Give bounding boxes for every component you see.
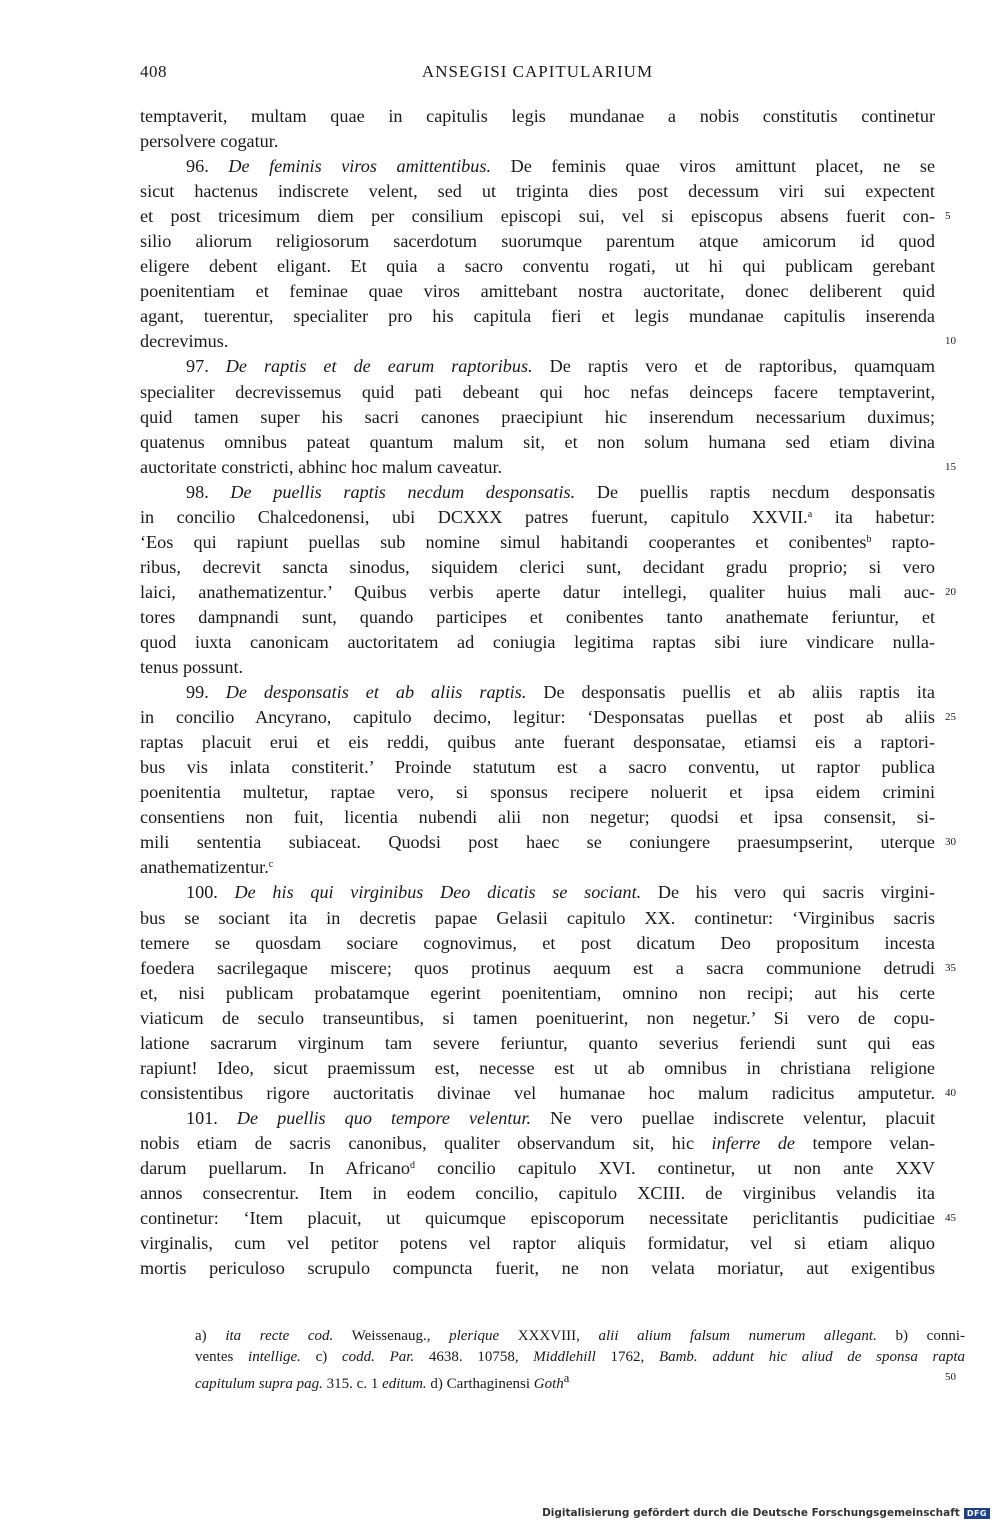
line-text: poenitentia multetur, raptae vero, si sponsus recipere noluerit et ipsa eidem crimini (140, 782, 935, 803)
footnote-text: b) conni- (876, 1328, 965, 1344)
line-text: mili sententia subiaceat. Quodsi post haec se coniungere praesumpserint, uterque (140, 832, 935, 853)
chapter-heading: De raptis et de earum raptoribus. (225, 356, 533, 377)
chapter-number: 99. (186, 682, 226, 703)
line-number: 35 (945, 961, 956, 974)
text-line (140, 1031, 935, 1056)
line-text: De raptis vero et de raptoribus, quamquam (532, 356, 936, 377)
line-text: silio aliorum religiosorum sacerdotum suorumque parentum atque amicorum id quod (140, 231, 935, 252)
text-line (140, 380, 935, 405)
text-line (140, 1231, 935, 1256)
line-text: laici, anathematizentur.’ Quibus verbis aperte datur intellegi, qualiter huius mali auc- (140, 581, 935, 602)
text-line (140, 204, 935, 229)
text-line (140, 430, 935, 455)
footnotes (195, 1326, 965, 1395)
line-text: et, nisi publicam probatamque egerint poenitentiam, omnino non recipi; aut his certe (140, 982, 935, 1003)
line-text: specialiter decrevissemus quid pati debeant qui hoc nefas deinceps facere temptaverint, (140, 381, 935, 402)
text-line (140, 780, 935, 805)
text-line (140, 279, 935, 304)
text-line (140, 1081, 935, 1106)
italic-text: inferre de (711, 1132, 795, 1153)
footnote-marker: d (410, 1159, 415, 1171)
text-line (140, 1106, 935, 1131)
text-line (140, 655, 935, 680)
footnote-italic: ita recte cod. (225, 1328, 334, 1344)
chapter-heading: De his qui virginibus Deo dicatis se sociant. (234, 882, 642, 903)
footnote-line (195, 1347, 965, 1368)
footnote-italic: Goth (533, 1376, 564, 1392)
line-text: mortis periculoso scrupulo compuncta fuerit, ne non velata moriatur, aut exigentibus (140, 1258, 935, 1279)
footnote-italic: editum. (382, 1376, 427, 1392)
line-number: 10 (945, 335, 956, 348)
footnote-italic: alii alium falsum numerum allegant. (598, 1328, 877, 1344)
line-number: 40 (945, 1086, 956, 1099)
text-line (140, 179, 935, 204)
line-text: temptaverit, multam quae in capitulis legis mundanae a nobis constitutis continetur (140, 106, 935, 126)
text-line (140, 931, 935, 956)
line-text: raptas placuit erui et eis reddi, quibus ante fuerant desponsatae, etiamsi eis a raptori- (140, 732, 935, 753)
text-line (140, 354, 935, 379)
footnote-text: ventes (195, 1349, 249, 1365)
line-text: persolvere cogatur. (140, 131, 279, 152)
line-text: darum puellarum. In Africano (140, 1157, 410, 1178)
line-text: in concilio Ancyrano, capitulo decimo, legitur: ‘Desponsatas puellas et post ab aliis (140, 707, 935, 728)
text-line (140, 680, 935, 705)
line-text: continetur: ‘Item placuit, ut quicumque episcoporum necessitate periclitantis pudicitiae (140, 1208, 935, 1229)
footnote-text: d) Carthaginensi (426, 1376, 534, 1392)
line-number: 25 (945, 711, 956, 724)
line-text: rapto- (871, 531, 935, 552)
line-number: 5 (945, 210, 951, 223)
text-line (140, 830, 935, 855)
text-line (140, 104, 935, 129)
line-number: 20 (945, 585, 956, 598)
text-line (140, 530, 935, 555)
line-text: De his vero qui sacris virgini- (641, 882, 936, 903)
line-text: in concilio Chalcedonensi, ubi DCXXX patres fuerunt, capitulo XXVII. (140, 506, 808, 527)
text-line (140, 755, 935, 780)
footnote-marker: c (268, 859, 274, 871)
footnote-italic: intellige. (248, 1349, 301, 1365)
line-text: temere se quosdam sociare cognovimus, et post dicatum Deo propositum incesta (140, 932, 935, 953)
text-line (140, 705, 935, 730)
chapter-number: 98. (186, 481, 231, 502)
line-text: decrevimus. (140, 331, 229, 352)
footnote-text: 315. c. 1 (322, 1376, 383, 1392)
footnote-italic: Bamb. addunt hic aliud de sponsa rapta (658, 1349, 966, 1365)
dfg-logo: DFG (964, 1508, 990, 1519)
footnote-line (195, 1326, 965, 1347)
footnote-line-number: 50 (945, 1371, 956, 1383)
text-line (140, 555, 935, 580)
text-line (140, 1256, 935, 1281)
line-text: bus se sociant ita in decretis papae Gelasii capitulo XX. continetur: ‘Virginibus sacris (140, 907, 935, 928)
chapter-heading: De puellis raptis necdum desponsatis. (230, 481, 576, 502)
digitization-footer (542, 1507, 990, 1519)
line-text: consistentibus rigore auctoritatis divinae vel humanae hoc malum radicitus amputetur. (140, 1082, 935, 1103)
footnote-text: 4638. 10758, (414, 1349, 534, 1365)
line-text: tempore velan- (795, 1132, 935, 1153)
text-line (140, 956, 935, 981)
line-text: consentiens non fuit, licentia nubendi alii non negetur; quodsi et ipsa consensit, si- (140, 807, 935, 828)
text-line (140, 1131, 935, 1156)
text-line (140, 805, 935, 830)
text-line (140, 229, 935, 254)
line-text: eligere debent eligant. Et quia a sacro conventu rogati, ut hi qui publicam gerebant (140, 256, 935, 277)
text-line (140, 480, 935, 505)
text-line (140, 455, 935, 480)
footnote-marker: b (866, 533, 872, 545)
chapter-number: 97. (186, 356, 226, 377)
text-line (140, 730, 935, 755)
footnote-text: XXXVIII, (499, 1328, 599, 1344)
text-line (140, 329, 935, 354)
text-line (140, 1156, 935, 1181)
footnote-text: 1762, (595, 1349, 659, 1365)
running-title: ANSEGISI CAPITULARIUM (421, 62, 654, 81)
line-text: auctoritate constricti, abhinc hoc malum caveatur. (140, 456, 503, 477)
chapter-heading: De puellis quo tempore velentur. (236, 1107, 532, 1128)
chapter-number: 100. (186, 882, 235, 903)
line-text: virginalis, cum vel petitor potens vel raptor aliquis formidatur, vel si etiam aliquo (140, 1233, 935, 1254)
line-text: ‘Eos qui rapiunt puellas sub nomine simul habitandi cooperantes et conibentes (140, 531, 867, 552)
main-text (140, 104, 935, 1281)
line-text: et post tricesimum diem per consilium episcopi sui, vel si episcopus absens fuerit con- (140, 206, 935, 227)
text-line (140, 1006, 935, 1031)
footnote-superscript: a (563, 1371, 570, 1385)
line-number: 30 (945, 836, 956, 849)
chapter-number: 101. (186, 1107, 237, 1128)
footnote-italic: codd. Par. (341, 1349, 415, 1365)
text-line (140, 505, 935, 530)
text-line (140, 630, 935, 655)
line-text: De feminis quae viros amittunt placet, ne se (491, 156, 936, 177)
text-line (140, 580, 935, 605)
text-line (140, 906, 935, 931)
line-text: anathematizentur. (140, 857, 269, 878)
line-text: ribus, decrevit sancta sinodus, siquidem clerici sunt, decidant gradu proprio; si vero (140, 556, 935, 577)
line-text: nobis etiam de sacris canonibus, qualiter observandum sit, hic (140, 1132, 712, 1153)
text-line (140, 1056, 935, 1081)
line-text: ita habetur: (812, 506, 935, 527)
text-line (140, 880, 935, 905)
line-text: quatenus omnibus pateat quantum malum sit, et non solum humana sed etiam divina (140, 431, 935, 452)
line-text: De puellis raptis necdum desponsatis (575, 481, 935, 502)
footnote-text: c) (300, 1349, 342, 1365)
line-text: bus vis inlata constiterit.’ Proinde statutum est a sacro conventu, ut raptor publica (140, 757, 935, 778)
footnote-italic: capitulum supra pag. (195, 1376, 323, 1392)
line-text: De desponsatis puellis et ab aliis raptis ita (526, 682, 935, 703)
footnote-italic: plerique (449, 1328, 500, 1344)
line-text: quid tamen super his sacri canones praecipiunt hic inserendum necessarium duximus; (140, 406, 935, 427)
text-line (140, 1206, 935, 1231)
line-text: foedera sacrilegaque miscere; quos protinus aequum est a sacra communione detrudi (140, 957, 935, 978)
line-text: tores dampnandi sunt, quando participes et conibentes tanto anathemate feriuntur, et (140, 606, 935, 627)
text-line (140, 605, 935, 630)
line-text: Ne vero puellae indiscrete velentur, placuit (531, 1107, 935, 1128)
line-text: annos consecrentur. Item in eodem concilio, capitulo XCIII. de virginibus velandis ita (140, 1183, 935, 1204)
text-line (140, 855, 935, 880)
chapter-heading: De desponsatis et ab aliis raptis. (225, 682, 527, 703)
page-header (140, 62, 935, 86)
footnote-italic: Middlehill (533, 1349, 596, 1365)
chapter-number: 96. (186, 156, 229, 177)
chapter-heading: De feminis viros amittentibus. (228, 156, 491, 177)
text-line (140, 129, 935, 154)
footnote-line (195, 1368, 965, 1395)
footnote-marker: a (807, 508, 813, 520)
text-line (140, 304, 935, 329)
line-text: latione sacrarum virginum tam severe feriuntur, quanto severius feriendi sunt qui eas (140, 1032, 935, 1053)
page-number: 408 (140, 62, 167, 81)
text-line (140, 405, 935, 430)
text-line (140, 1181, 935, 1206)
line-text: sicut hactenus indiscrete velent, sed ut triginta dies post decessum viri sui expectent (140, 181, 935, 202)
line-text: concilio capitulo XVI. continetur, ut non ante XXV (415, 1157, 935, 1178)
footer-text: Digitalisierung gefördert durch die Deutsche Forschungsgemeinschaft (542, 1507, 960, 1519)
line-text: tenus possunt. (140, 657, 244, 678)
footnote-text: a) (195, 1328, 226, 1344)
line-text: rapiunt! Ideo, sicut praemissum est, necesse est ut ab omnibus in christiana religione (140, 1057, 935, 1078)
text-line (140, 254, 935, 279)
line-number: 15 (945, 460, 956, 473)
line-text: poenitentiam et feminae quae viros amittebant nostra auctoritate, donec deliberent quid (140, 281, 935, 302)
line-text: quod iuxta canonicam auctoritatem ad coniugia legitima raptas sibi iure vindicare nulla- (140, 631, 935, 652)
line-text: agant, tuerentur, specialiter pro his capitula fieri et legis mundanae capitulis inserenda (140, 306, 935, 327)
line-number: 45 (945, 1212, 956, 1225)
line-text: viaticum de seculo transeuntibus, si tamen poenituerint, non negetur.’ Si vero de copu- (140, 1007, 935, 1028)
text-line (140, 981, 935, 1006)
footnote-text: Weissenaug., (333, 1328, 450, 1344)
text-line (140, 154, 935, 179)
